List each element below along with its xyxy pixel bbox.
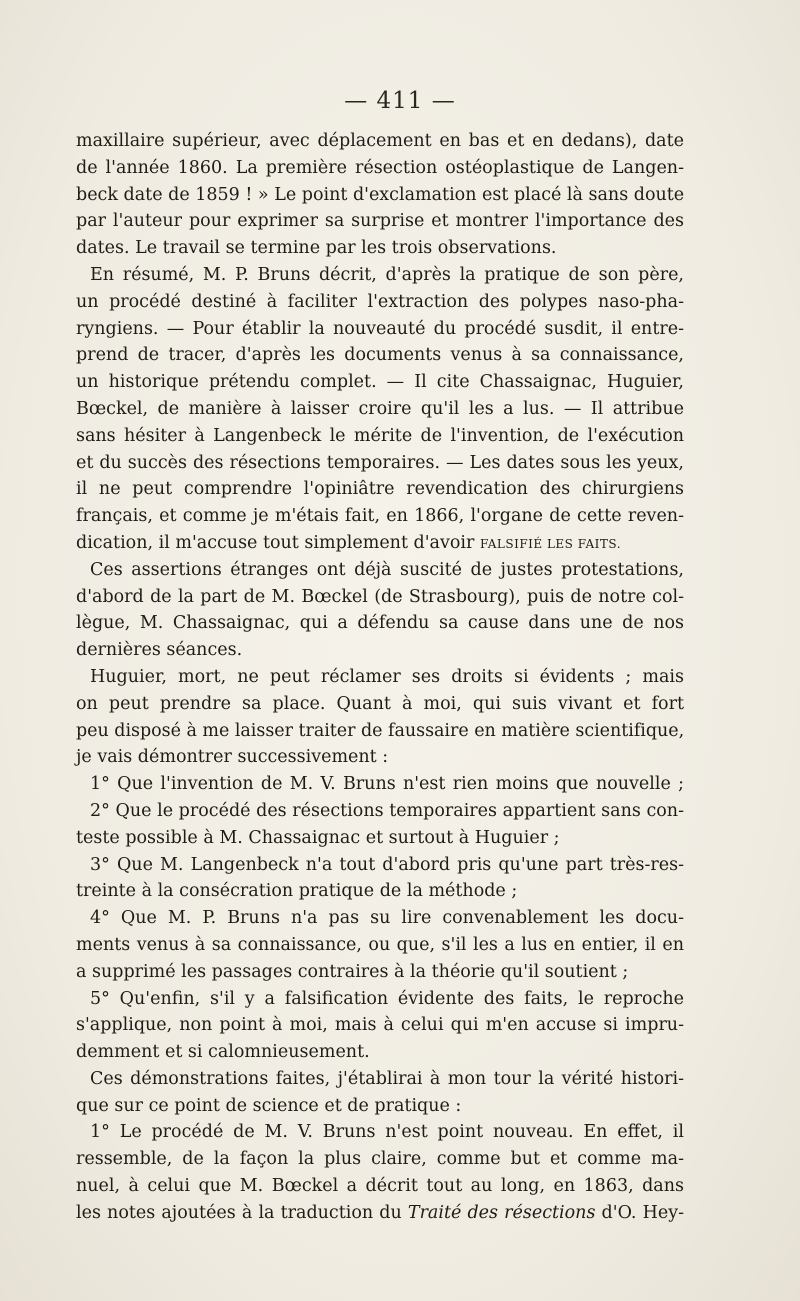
text-line: 5° Qu'enfin, s'il y a falsification évidente des faits, le reproche xyxy=(90,988,684,1009)
text-line: Huguier, mort, ne peut réclamer ses droits si évidents ; mais xyxy=(90,666,684,687)
text-line: 3° Que M. Langenbeck n'a tout d'abord pris qu'une part très-res- xyxy=(90,854,684,875)
text-line: 1° Le procédé de M. V. Bruns n'est point nouveau. En effet, il xyxy=(90,1122,684,1143)
text-line: on peut prendre sa place. Quant à moi, qui suis vivant et fort xyxy=(76,693,684,714)
text-line: un procédé destiné à faciliter l'extraction des polypes naso-pha- xyxy=(76,291,684,312)
text-line: demment et si calomnieusement. xyxy=(76,1042,370,1063)
text-line: un historique prétendu complet. — Il cite Chassaignac, Huguier, xyxy=(76,372,684,393)
text-line: il ne peut comprendre l'opiniâtre revendication des chirurgiens xyxy=(76,479,684,500)
body-text xyxy=(76,128,684,1227)
text-line: prend de tracer, d'après les documents venus à sa connaissance, xyxy=(76,345,684,366)
text-line: beck date de 1859 ! » Le point d'exclamation est placé là sans doute xyxy=(76,184,685,205)
text-line: 1° Que l'invention de M. V. Bruns n'est rien moins que nouvelle ; xyxy=(90,774,684,795)
text-line: Ces démonstrations faites, j'établirai à mon tour la vérité histori- xyxy=(90,1068,684,1089)
text-line: ryngiens. — Pour établir la nouveauté du procédé susdit, il entre- xyxy=(76,318,684,339)
text-line: En résumé, M. P. Bruns décrit, d'après la pratique de son père, xyxy=(90,264,684,285)
text-line: a supprimé les passages contraires à la théorie qu'il soutient ; xyxy=(76,961,629,982)
text-line: français, et comme je m'étais fait, en 1866, l'organe de cette reven- xyxy=(76,506,684,527)
text-line: nuel, à celui que M. Bœckel a décrit tout au long, en 1863, dans xyxy=(76,1176,684,1197)
text-line: que sur ce point de science et de pratique : xyxy=(76,1095,462,1116)
text-line: teste possible à M. Chassaignac et surtout à Huguier ; xyxy=(76,827,560,848)
text-line: Ces assertions étranges ont déjà suscité de justes protestations, xyxy=(90,559,684,580)
text-line: dates. Le travail se termine par les trois observations. xyxy=(76,238,557,259)
text-line: lègue, M. Chassaignac, qui a défendu sa cause dans une de nos xyxy=(76,613,684,634)
text-line: s'applique, non point à moi, mais à celui qui m'en accuse si impru- xyxy=(76,1015,684,1036)
text-line: d'abord de la part de M. Bœckel (de Strasbourg), puis de notre col- xyxy=(76,586,684,607)
text-line: de l'année 1860. La première résection ostéoplastique de Langen- xyxy=(76,157,684,178)
text-line: treinte à la consécration pratique de la méthode ; xyxy=(76,881,518,902)
text-line: ressemble, de la façon la plus claire, comme but et comme ma- xyxy=(76,1149,684,1170)
text-line: ments venus à sa connaissance, ou que, s'il les a lus en entier, il en xyxy=(76,934,684,955)
text-line: et du succès des résections temporaires. — Les dates sous les yeux, xyxy=(76,452,684,473)
text-line: peu disposé à me laisser traiter de faussaire en matière scientifique, xyxy=(76,720,685,741)
text-line: Bœckel, de manière à laisser croire qu'il les a lus. — Il attribue xyxy=(76,398,684,419)
text-line: par l'auteur pour exprimer sa surprise et montrer l'importance des xyxy=(76,211,684,232)
text-line: je vais démontrer successivement : xyxy=(76,747,389,768)
text-line: les notes ajoutées à la traduction du Traité des résections d'O. Hey- xyxy=(76,1202,684,1223)
text-line: 4° Que M. P. Bruns n'a pas su lire convenablement les docu- xyxy=(90,908,684,929)
text-line: 2° Que le procédé des résections temporaires appartient sans con- xyxy=(90,800,684,821)
text-line: dernières séances. xyxy=(76,640,243,661)
page-number: — 411 — xyxy=(344,88,456,114)
text-line: dication, il m'accuse tout simplement d'avoir FALSIFIÉ LES FAITS. xyxy=(76,532,622,553)
italic-title: Traité des résections xyxy=(407,1202,596,1223)
small-caps-text: FALSIFIÉ LES FAITS. xyxy=(479,536,622,551)
text-line: sans hésiter à Langenbeck le mérite de l'invention, de l'exécution xyxy=(76,425,684,446)
text-line: maxillaire supérieur, avec déplacement en bas et en dedans), date xyxy=(76,131,684,151)
